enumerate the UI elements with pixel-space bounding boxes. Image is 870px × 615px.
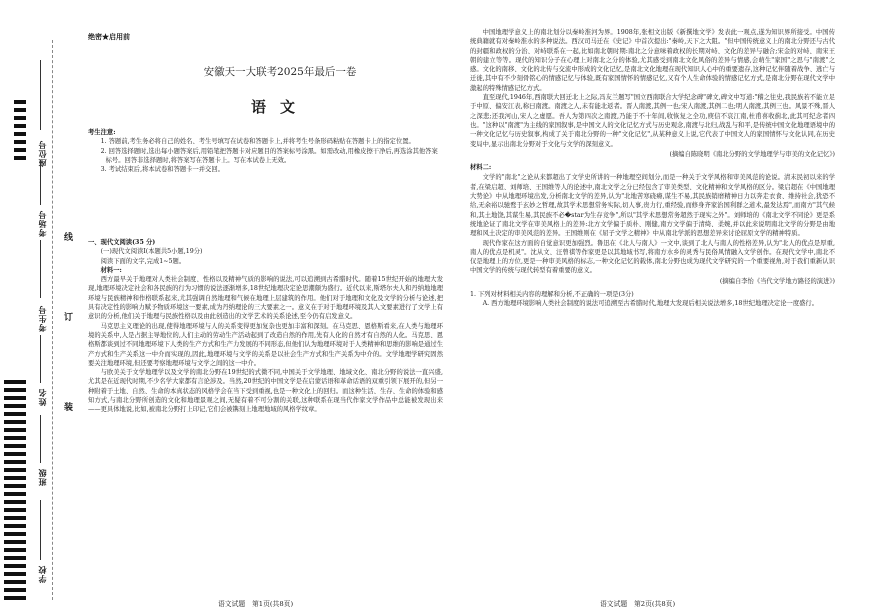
- paragraph: 中国地理学意义上的南北划分以秦岭淮河为界。1908年,张相文出版《新撰地文学》发表此一观点,遂为知识界所接受。中国传统典籍就有对秦岭淮水的多种说法。西汉司马迁在《史记》中首次提出:"秦岭,天下之大阻。"但中国传统意义上的南北分野还与古代的封疆和政权的分治、对峙联系在一起,比如南北朝时期:南北之分意味着政权的长期对峙、文化的差异与融合;宋金的对峙、南宋王朝的建立等等。现代的知识分子在心理上对南北之分的体验,尤其感受到南北文化风俗的差异与情感,会萌生"家国"之思与"南渡"之感。文化的南移、文化的北传与交流中形成的文化记忆,是南北文化地理在现代知识人心中的重要遗存,这种记忆伴随着战争、逃亡与迁徙,其中有不少刻骨铭心的情感记忆与体验,既有家国情怀的情感记忆,又有个人生命体验的情感记忆方式,是南北分野在现代文学中激起的特殊情感记忆方式。: [470, 29, 835, 92]
- material2-label: 材料二:: [470, 164, 492, 172]
- subject-title: 语文: [250, 98, 309, 116]
- paragraph: 文学的"南北"之论从来都超出了文学史所讲的一种地理空间划分,而是一种关于文学风格和审美风范的论说。清末民初以来的学者,在梁启超、刘师培、王国维等人的论述中,南北文学之分已经包含了审美类型、文化精神和文学风格的区分。梁启超在《中国地理大势论》中从地理环境出发,分析南北文学的差异,认为"北地苦寒硗瘠,谋生不易,其民族销磨精神日力以奔走衣食、维持社会,犹恐不给,无余裕以驰鹜于玄妙之哲理,故其学术思想常务实际,切人事,贵力行,重经验,而修身齐家治国利群之道术,最发达焉",而南方"其气候和,其土地饶,其谋生易,其民族不必�star为生存竞争",所以"其学术思想常务超然于现实之外"。刘师培的《南北文学不同论》更是系统地论证了南北文学在审美风格上的差异:北方文学偏于质朴、刚健,南方文学偏于清绮、柔婉,并以此来说明南北文学的分野是由地理和风土决定的审美风范的差异。王国维则在《屈子文学之精神》中从南北学派的思想差异来讨论屈原文学的精神特质。: [470, 174, 835, 238]
- fold-word-ding: 订: [64, 313, 74, 323]
- paragraph: 现代作家在这方面的自觉意识更加强烈。鲁迅在《北人与南人》一文中,谈到了北人与南人的性格差异,认为"北人的优点是厚重,南人的优点是机灵"。沈从文、汪曾祺等作家更是以其地域书写,将南方水乡的灵秀与民俗风情融入文学创作。在现代文学中,南北不仅是地理上的方位,更是一种审美风格的标志,一种文化记忆的载体,南北分野也成为现代文学研究的一个重要视角,对于我们重新认识中国文学的传统与现代转型有着重要的意义。: [470, 239, 835, 275]
- note-item: 1. 答题前,考生务必将自己的姓名、考生号填写在试卷和答题卡上,并将考生号条形码粘贴在答题卡上的指定位置。: [100, 138, 415, 146]
- section-subheading: (一)现代文阅读Ⅰ(本题共5小题,19分): [100, 248, 203, 256]
- paragraph: 西方最早关于地理对人类社会制度、性格以及精神气质的影响的说法,可以追溯到古希腊时代。随着15世纪开始的地理大发现,地理环境决定社会和各民族的行为习惯的说法逐渐增多,18世纪地理决定论思潮颇为盛行。近代以来,斯塔尔夫人和丹纳地地理环境与民族精神和作格联系起来,尤其强调自然地理和气候在地理上层建筑的作用。他们对于地理和文化及文学的分析与论述,把具有决定性的影响力赋予物质环境这一要素,成为丹纳理论的三大要素之一。意义在于对于地理环境及其人文要素进行了文学上有意识的分析,他们关于地理与民族性格以及由此创造出的文学艺术的关系论述,至今仍有启发意义。: [88, 276, 443, 321]
- fold-word-zhuang: 装: [64, 403, 74, 413]
- secret-label: 绝密★启用前: [88, 32, 130, 41]
- section-instruction: 阅读下面的文字,完成1~5题。: [100, 257, 186, 265]
- paragraph: 马克思主义理论的出现,使得地理环境与人的关系变得更加复杂也更加丰富和深刻。在马克思、恩格斯看来,在人类与地理环境的关系中,人是占据主导地位的,人们主动的劳动生产活动起到了改造自然的作用,先有人化的自然才有自然的人化。马克思、恩格斯都谈到过不同地理环境下人类的生产方式和生产力发展的不同形态,但他们认为地理环境对于人类精神和思维的影响是通过生产方式和生产关系这一中介而实现的,因此,地理环境与文学的关系是以社会生产方式和生产关系为中介的。文学地理学研究固然要关注地理环境,但还要考察地理环境与文学之间的这一中介。: [88, 322, 443, 367]
- seat-number-label: 座位号: [37, 140, 47, 167]
- binding-strip: [0, 0, 80, 615]
- question-1-stem: 1. 下列对材料相关内容的理解和分析,不正确的一项是(3分): [470, 291, 634, 299]
- notes-heading: 考生注意:: [88, 129, 116, 136]
- class-label: 班级: [37, 468, 47, 486]
- timing-marks: [4, 380, 26, 604]
- source-citation-2: (摘编自李怡《当代文学地方路径的演进》): [719, 277, 835, 285]
- timing-marks-top: [14, 100, 26, 164]
- fold-word-xian: 线: [64, 233, 74, 243]
- left-footer: 语文试题 第1页(共8页): [218, 600, 294, 608]
- exam-room-label: 考场号: [37, 210, 47, 237]
- paragraph: 与欧美关于文学地理学以及文学的南北分野在19世纪的式微不同,中国关于文学地理、地域文化、南北分野的说法一直兴盛,尤其是在近现代时期,不少名学大家都有言论涉及。当然,20世纪的中国文学是在启蒙话语和革命话语的双重引领下展开的,但另一种附着于土地、自然、生命的本真状态的风格学会在当下受到重视,也是一种文化上的回归。而这种生活、生存、生命的体验和感知方式,与南北分野所创造的文化和地理景观之间,无疑有着不可分割的关联,这种联系在现当代作家文学作品中总能被发现出来——更具体地说,比如,被南北分野打上印记,它们会被镌刻上地理地域的风格学纹章。: [88, 369, 443, 414]
- right-page-body: [470, 28, 835, 309]
- school-label: 学校: [37, 565, 47, 583]
- exam-title: 安徽天一大联考2025年最后一卷: [203, 66, 357, 78]
- candidate-notes: [88, 128, 443, 174]
- note-item: 2. 回答选择题时,选出每小题答案后,用铅笔把答题卡对应题目的答案标号涂黑。如需改动,用橡皮擦干净后,再选涂其他答案标号。回答非选择题时,将答案写在答题卡上。写在本试卷上无效。: [100, 147, 438, 164]
- section-heading: 一、现代文阅读(35 分): [88, 239, 156, 246]
- right-footer: 语文试题 第2页(共8页): [600, 600, 676, 608]
- paragraph: 直至现代,1946年,西南联大回迁北上之际,冯友兰题写"国立西南联合大学纪念碑"碑文,碑文中写道:"稽之往史,我民族若不能立足于中原、偏安江表,称曰南渡。南渡之人,未有能北返者。晋人南渡,其例一也;宋人南渡,其例二也;明人南渡,其例三也。风景不殊,晋人之深悲;还我河山,宋人之虚愿。吾人为第四次之南渡,乃能于不十年间,收恢复之全功,庾信不哀江南,杜甫喜收蓟北,此其可纪念者四也。"这种以"南渡"为主线的家国叙事,是中国文人的文化记忆方式与历史观念,南渡与北归,战乱与和平,是传统中国文化地理语境中的一种文化记忆与历史叙事,构成了关于南北分野的一种"文化记忆",从某种意义上说,它代表了中国文人的家国情怀与文化认同,在历史变局中,显示出南北分野对于文化与文学的深刻意义。: [470, 94, 835, 148]
- note-item: 3. 考试结束后,将本试卷和答题卡一并交回。: [100, 166, 224, 174]
- source-citation-1: (摘编自陈晓明《南北分野的文学地理学与审美的文化记忆》): [669, 150, 835, 158]
- material1-label: 材料一:: [100, 266, 122, 274]
- left-page-body: [88, 238, 443, 415]
- name-label: 姓名: [37, 388, 47, 406]
- candidate-number-label: 考生号: [37, 305, 47, 332]
- fold-line: [52, 40, 53, 600]
- question-1-option-a: A. 西方地理环境影响人类社会制度的说法可追溯至古希腊时代,地理大发现后相关说法增多,18世纪地理决定论一度盛行。: [482, 300, 819, 308]
